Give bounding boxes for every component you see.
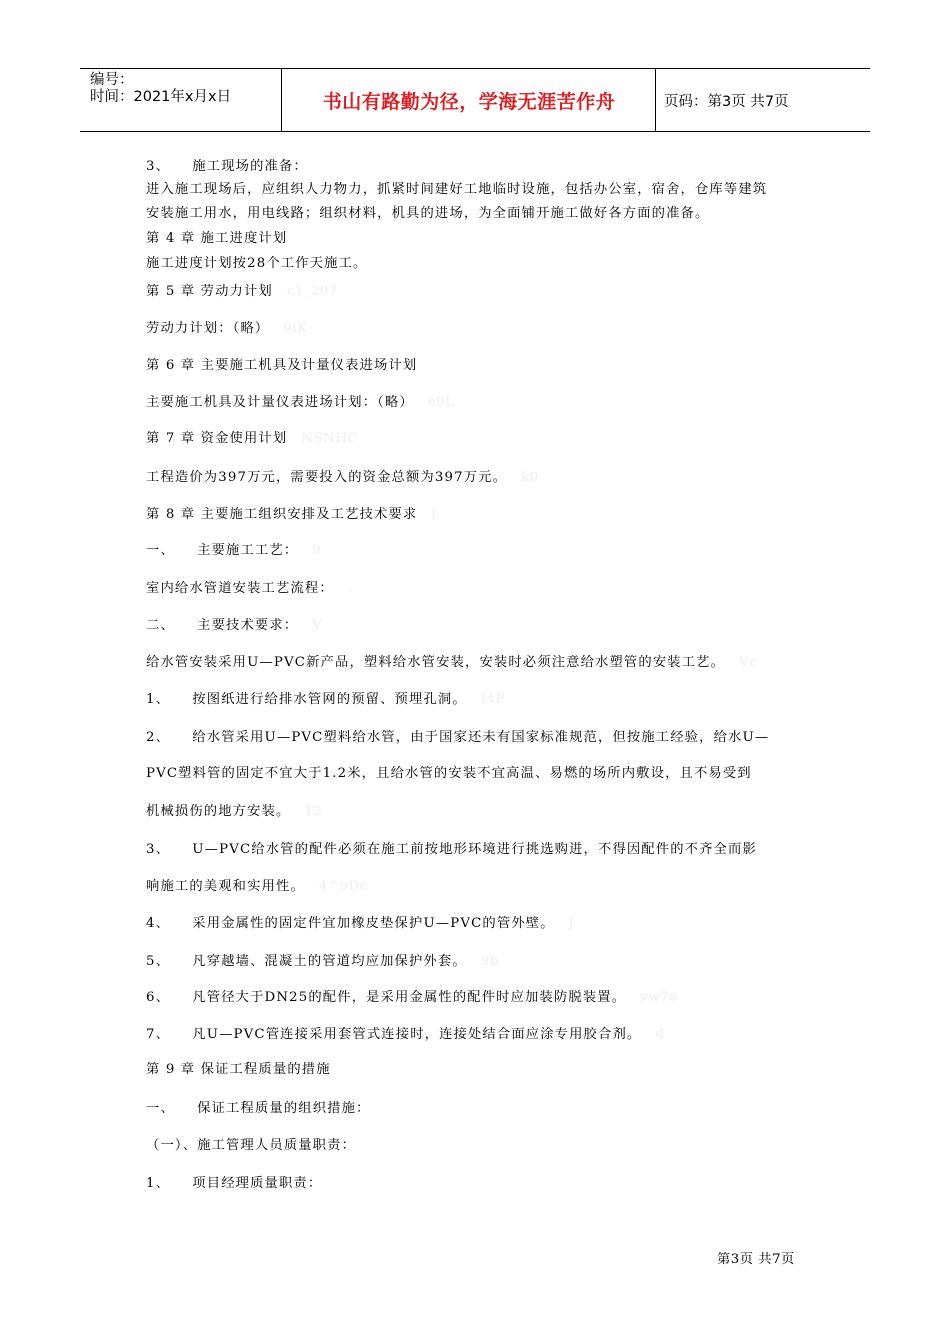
body-line (146, 394, 455, 412)
footer-page-number: 第3页 共7页 (717, 1252, 795, 1267)
body-line (146, 255, 367, 273)
body-line (146, 1137, 356, 1155)
watermark-text: k0 (521, 470, 539, 485)
body-line (146, 691, 505, 709)
body-line-text: （一）、施工管理人员质量职责： (146, 1138, 357, 1153)
watermark-text: NSNHC (301, 431, 358, 446)
body-line-text: 6、 凡管径大于DN25的配件，是采用金属性的配件时应加装防脱装置。 (146, 990, 627, 1005)
body-line (146, 506, 436, 524)
body-line-text: 1、 按图纸进行给排水管网的预留、预埋孔洞。 (146, 692, 467, 707)
body-line-text: 4、 采用金属性的固定件宜加橡皮垫保护U—PVC的管外壁。 (146, 916, 555, 931)
watermark-text: V (312, 618, 323, 633)
body-line (146, 181, 767, 199)
body-line-text: 第 4 章 施工进度计划 (146, 231, 288, 246)
watermark-text: yw7e (640, 990, 678, 1005)
document-number-label: 编号： (90, 72, 134, 88)
watermark-text: c1_207 (286, 284, 338, 299)
body-line-text: 给水管安装采用U—PVC新产品，塑料给水管安装，安装时必须注意给水塑管的安装工艺。 (146, 655, 726, 670)
body-line (146, 617, 322, 635)
body-line (146, 469, 539, 487)
body-line-text: 主要施工机具及计量仪表进场计划：（略） (146, 395, 414, 410)
body-line (146, 357, 417, 375)
body-line (146, 953, 499, 971)
body-line (146, 542, 321, 560)
body-line-text: PVC塑料管的固定不宜大于1.2米，且给水管的安装不宜高温、易燃的场所内敷设，且不易受到 (146, 766, 752, 781)
body-line (146, 654, 757, 672)
body-line-text: 3、 施工现场的准备： (146, 159, 308, 174)
body-line (146, 1175, 322, 1193)
body-line-text: 3、 U—PVC给水管的配件必须在施工前按地形环境进行挑选购进，不得因配件的不齐全而影 (146, 842, 757, 857)
watermark-text: d (655, 1027, 665, 1042)
watermark-text: l (431, 507, 437, 522)
watermark-text: 9b (480, 954, 499, 969)
watermark-text: 4^9Dc (318, 879, 368, 894)
watermark-text: 9 (312, 543, 322, 558)
body-line (146, 283, 338, 301)
body-line (146, 841, 757, 859)
body-line-text: 第 9 章 保证工程质量的措施 (146, 1062, 331, 1077)
body-line (146, 729, 769, 747)
body-line-text: 安装施工用水，用电线路；组织材料，机具的进场，为全面铺开施工做好各方面的准备。 (146, 206, 710, 221)
body-line-text: 第 7 章 资金使用计划 (146, 431, 288, 446)
body-line-text: 2、 给水管采用U—PVC塑料给水管，由于国家还未有国家标准规范，但按施工经验，给水U— (146, 730, 770, 745)
body-line (146, 1100, 371, 1118)
body-line-text: 机械损伤的地方安装。 (146, 804, 291, 819)
document-date: 时间：2021年x月x日 (90, 89, 232, 105)
body-line-text: 第 8 章 主要施工组织安排及工艺技术要求 (146, 507, 418, 522)
header-page-code: 页码：第3页 共7页 (664, 93, 789, 110)
body-line-text: 5、 凡穿越墙、混凝土的管道均应加保护外套。 (146, 954, 467, 969)
watermark-text: I4P (480, 692, 505, 707)
watermark-text: J (568, 916, 575, 931)
watermark-text: 9iK (283, 321, 308, 336)
body-line-text: 第 6 章 主要施工机具及计量仪表进场计划 (146, 358, 418, 373)
header-divider (655, 69, 656, 131)
body-line (146, 1061, 331, 1079)
body-line (146, 230, 287, 248)
body-line-text: 工程造价为397万元，需要投入的资金总额为397万元。 (146, 470, 508, 485)
body-line (146, 320, 308, 338)
body-line-text: 1、 项目经理质量职责： (146, 1176, 323, 1191)
body-line (146, 803, 322, 821)
watermark-text: e9L (427, 395, 455, 410)
body-line-text: 7、 凡U—PVC管连接采用套管式连接时，连接处结合面应涂专用胶合剂。 (146, 1027, 642, 1042)
body-line (146, 989, 677, 1007)
body-line-text: 进入施工现场后，应组织人力物力，抓紧时间建好工地临时设施，包括办公室，宿舍，仓库等建筑 (146, 182, 768, 197)
body-line (146, 878, 368, 896)
page-header (80, 68, 870, 132)
body-line-text: 第 5 章 劳动力计划 (146, 284, 273, 299)
body-line-text: 室内给水管道安装工艺流程： (146, 581, 334, 596)
body-line-text: 一、 主要施工工艺： (146, 543, 299, 558)
body-line (146, 1026, 664, 1044)
body-line-text: 响施工的美观和实用性。 (146, 879, 305, 894)
body-line (146, 430, 358, 448)
body-line-text: 二、 主要技术要求： (146, 618, 299, 633)
body-line (146, 205, 709, 223)
body-line-text: 施工进度计划按28个工作天施工。 (146, 256, 368, 271)
watermark-text: Vc (739, 655, 758, 670)
body-line (146, 580, 353, 598)
body-line (146, 765, 752, 783)
watermark-text: 12 (304, 804, 323, 819)
body-line-text: 劳动力计划：（略） (146, 321, 270, 336)
body-line (146, 158, 308, 176)
header-motto: 书山有路勤为径，学海无涯苦作舟 (322, 90, 616, 113)
body-line-text: 一、 保证工程质量的组织措施： (146, 1101, 371, 1116)
header-meta (90, 72, 231, 106)
body-line (146, 915, 575, 933)
watermark-text: . (347, 581, 353, 596)
